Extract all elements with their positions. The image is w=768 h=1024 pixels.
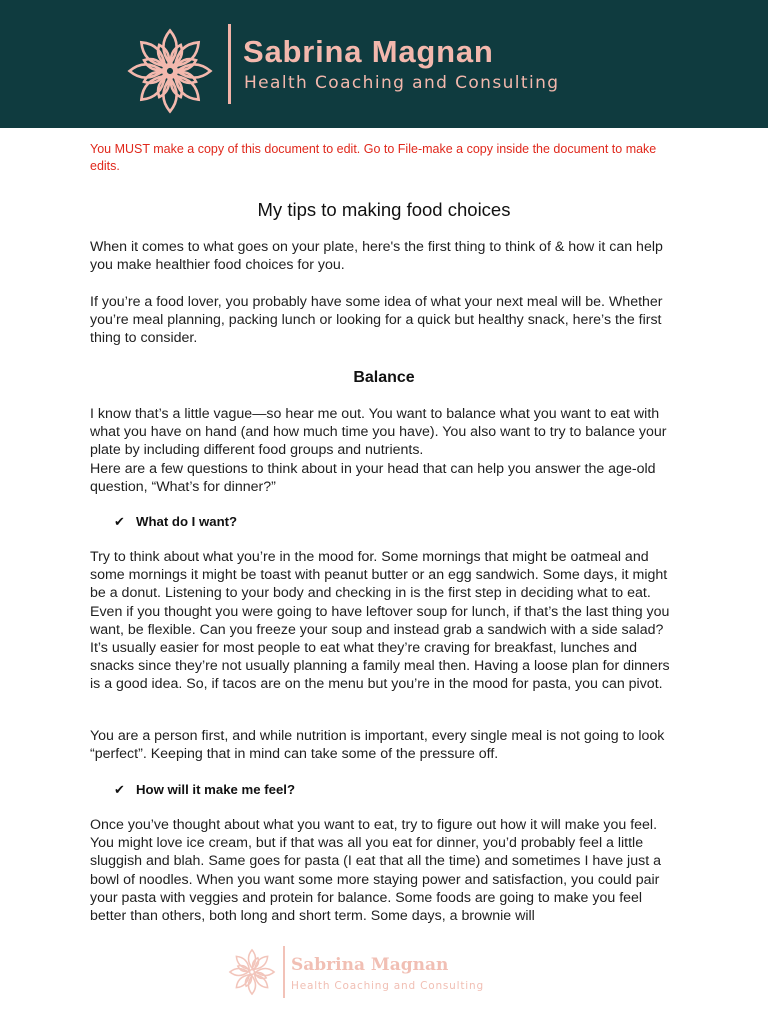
checkmark-icon: ✔ xyxy=(114,782,126,797)
question-label: What do I want? xyxy=(136,514,238,529)
header-banner xyxy=(0,0,768,128)
question-how-will-it-make-me-feel xyxy=(114,782,295,798)
balance-paragraph-1: I know that’s a little vague—so hear me out. You want to balance what you want to eat with what you have on hand (and how much time you have). You also want to try to balance your plate by including different food groups and nutrients. xyxy=(90,406,667,459)
page-title: My tips to making food choices xyxy=(257,199,511,220)
footer-divider xyxy=(283,946,285,998)
header-divider xyxy=(228,24,231,104)
intro-paragraph-1: When it comes to what goes on your plate, here's the first thing to think of & how it can help you make healthier food choices for you. xyxy=(90,239,663,274)
q1-paragraph-1: Try to think about what you’re in the mood for. Some mornings that might be oatmeal and some mornings it might be toast with peanut butter or an egg sandwich. Some days, it might be a donut. Listening to your body and checking in is the first step in deciding what to eat. Even if you thought you were going to have leftover soup for lunch, if that’s the last thing you want, be flexible. Can you freeze your soup and instead grab a sandwich with a side salad? It’s usually easier for most people to eat what they’re craving for breakfast, lunches and snacks since they’re not usually planning a family meal then. Having a loose plan for dinners is a good idea. So, if tacos are on the menu but you’re in the mood for pasta, you can pivot. xyxy=(90,549,670,693)
intro-paragraph-2: If you’re a food lover, you probably have some idea of what your next meal will be. Whether you’re meal planning, packing lunch or looking for a quick but healthy snack, here’s the first thing to consider. xyxy=(90,294,663,347)
footer-brand-name: Sabrina Magnan xyxy=(291,955,449,975)
question-what-do-i-want xyxy=(114,514,237,530)
lotus-flower-icon xyxy=(126,27,214,115)
q2-paragraph-1: Once you’ve thought about what you want to eat, try to figure out how it will make you feel. You might love ice cream, but if that was all you eat for dinner, you’d probably feel a little sluggish and blah. Same goes for pasta (I eat that all the time) and sometimes I have just a bowl of noodles. When you want some more staying power and satisfaction, you could pair your pasta with veggies and protein for balance. Some foods are going to make you feel better than others, both long and short term. Some days, a brownie will xyxy=(90,817,661,925)
brand-name: Sabrina Magnan xyxy=(243,34,494,69)
q1-paragraph-2: You are a person first, and while nutrition is important, every single meal is not going to look “perfect”. Keeping that in mind can take some of the pressure off. xyxy=(90,728,665,763)
question-label: How will it make me feel? xyxy=(136,782,296,797)
checkmark-icon: ✔ xyxy=(114,514,126,529)
section-heading-balance: Balance xyxy=(353,369,415,386)
lotus-flower-icon xyxy=(228,948,276,996)
footer-brand-subtitle: Health Coaching and Consulting xyxy=(291,980,484,992)
brand-subtitle: Health Coaching and Consulting xyxy=(244,73,560,93)
copy-notice: You MUST make a copy of this document to edit. Go to File-make a copy inside the document to make edits. xyxy=(90,142,657,173)
balance-paragraph-2: Here are a few questions to think about in your head that can help you answer the age-old question, “What’s for dinner?” xyxy=(90,461,656,496)
